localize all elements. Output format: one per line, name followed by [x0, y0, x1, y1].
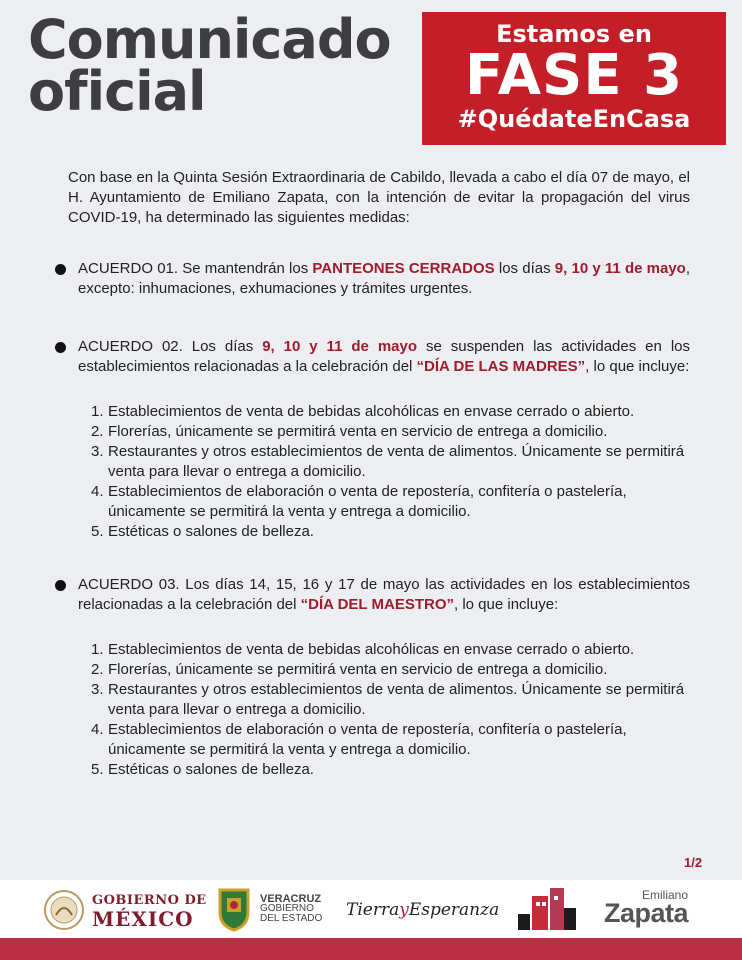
list-item-text: Establecimientos de venta de bebidas alcohólicas en envase cerrado o abierto. [108, 403, 635, 420]
list-item-text: Establecimientos de venta de bebidas alcohólicas en envase cerrado o abierto. [108, 641, 635, 658]
list-item [91, 482, 708, 522]
list-item [91, 760, 708, 780]
page-number: 1/2 [684, 855, 703, 870]
footer-logos [0, 880, 742, 938]
list-item-number: 5. [91, 523, 104, 540]
acuerdo-03-text-1: ACUERDO 03. Los días 14, 15, 16 y 17 de mayo las actividades en los establecimientos relacionadas a la celebración del [78, 576, 690, 613]
veracruz-line-2: GOBIERNO [260, 903, 314, 914]
veracruz-line-3: DEL ESTADO [260, 913, 323, 924]
acuerdo-02-highlight-2: “DÍA DE LAS MADRES” [416, 358, 586, 375]
page-title [28, 8, 391, 123]
buildings-logo [516, 886, 578, 932]
list-item-number: 1. [91, 641, 104, 658]
tierra-text: Tierra [346, 900, 400, 920]
list-item [91, 422, 708, 442]
list-item-text: Restaurantes y otros establecimientos de venta de alimentos. Únicamente se permitirá venta para llevar o entrega a domicilio. [108, 443, 685, 480]
list-item-number: 5. [91, 761, 104, 778]
list-item-number: 4. [91, 721, 104, 738]
title-line-2: oficial [28, 60, 206, 123]
acuerdo-02-text-2: se suspenden las actividades en los establecimientos relacionadas a la celebración del [78, 338, 690, 375]
acuerdo-02-text-3: , lo que incluye: [585, 358, 690, 375]
acuerdo-01-text-3: , excepto: inhumaciones, exhumaciones y trámites urgentes. [78, 260, 691, 297]
intro-paragraph: Con base en la Quinta Sesión Extraordinaria de Cabildo, llevada a cabo el día 07 de mayo, el H. Ayuntamiento de Emiliano Zapata, con la intención de evitar la propagación del virus COVID-19, ha determinado las siguientes medidas: [68, 169, 690, 226]
list-item-number: 3. [91, 443, 104, 460]
acuerdo-03-text-2: , lo que incluye: [454, 596, 559, 613]
list-item [91, 522, 708, 542]
list-item [91, 402, 708, 422]
communique-body [0, 168, 742, 780]
footer-accent-bar [0, 938, 742, 960]
list-item-number: 1. [91, 403, 104, 420]
emiliano-zapata-logo [604, 886, 689, 928]
list-item [91, 640, 708, 660]
bullet-icon [55, 264, 66, 275]
list-item-text: Restaurantes y otros establecimientos de venta de alimentos. Únicamente se permitirá venta para llevar o entrega a domicilio. [108, 681, 685, 718]
fase-banner-line-1: Estamos en [496, 20, 652, 48]
fase-banner-hashtag: #QuédateEnCasa [457, 105, 691, 133]
esperanza-text: Esperanza [408, 900, 500, 920]
title-line-1: Comunicado [28, 8, 391, 71]
zapata-line-2: Zapata [604, 898, 689, 928]
acuerdo-02-highlight-1: 9, 10 y 11 de mayo [262, 338, 417, 355]
mexico-seal-icon [42, 889, 86, 931]
list-item-number: 4. [91, 483, 104, 500]
list-item-text: Estéticas o salones de belleza. [108, 761, 314, 778]
acuerdo-01-highlight-1: PANTEONES CERRADOS [312, 260, 495, 277]
list-item-number: 2. [91, 661, 104, 678]
list-item [91, 720, 708, 760]
list-item [91, 680, 708, 720]
gobierno-line-1: GOBIERNO DE [92, 893, 207, 908]
list-item [91, 660, 708, 680]
veracruz-shield-icon [216, 886, 252, 932]
bullet-icon [55, 580, 66, 591]
list-item-text: Establecimientos de elaboración o venta de repostería, confitería o pastelería, únicamente se permitirá la venta y entrega a domicilio. [108, 483, 627, 520]
list-item-text: Establecimientos de elaboración o venta de repostería, confitería o pastelería, únicamente se permitirá la venta y entrega a domicilio. [108, 721, 627, 758]
list-item-number: 3. [91, 681, 104, 698]
acuerdo-03-list [0, 640, 708, 780]
tierra-y-text: y [399, 900, 409, 920]
acuerdo-01-text-2: los días [494, 260, 555, 277]
list-item-text: Florerías, únicamente se permitirá venta en servicio de entrega a domicilio. [108, 661, 608, 678]
list-item-number: 2. [91, 423, 104, 440]
acuerdo-02 [78, 337, 690, 377]
tierra-y-esperanza-logo [346, 900, 499, 920]
gobierno-line-2: MÉXICO [92, 907, 194, 931]
zapata-line-1: Emiliano [642, 888, 689, 902]
acuerdo-03-highlight-1: “DÍA DEL MAESTRO” [300, 596, 454, 613]
list-item-text: Estéticas o salones de belleza. [108, 523, 314, 540]
list-item-text: Florerías, únicamente se permitirá venta en servicio de entrega a domicilio. [108, 423, 608, 440]
list-item [91, 442, 708, 482]
acuerdo-01-highlight-2: 9, 10 y 11 de mayo [554, 260, 686, 277]
acuerdo-01-text-1: ACUERDO 01. Se mantendrán los [78, 260, 313, 277]
buildings-icon [516, 886, 578, 932]
acuerdo-03 [78, 575, 690, 615]
fase-3-banner [422, 12, 726, 145]
fase-banner-line-2: FASE 3 [464, 43, 684, 108]
bullet-icon [55, 342, 66, 353]
veracruz-logo [216, 886, 322, 932]
acuerdo-01 [78, 259, 690, 299]
acuerdo-02-list [0, 402, 708, 542]
gobierno-mexico-logo [42, 889, 207, 931]
veracruz-line-1: VERACRUZ [260, 893, 322, 905]
acuerdo-02-text-1: ACUERDO 02. Los días [78, 338, 263, 355]
